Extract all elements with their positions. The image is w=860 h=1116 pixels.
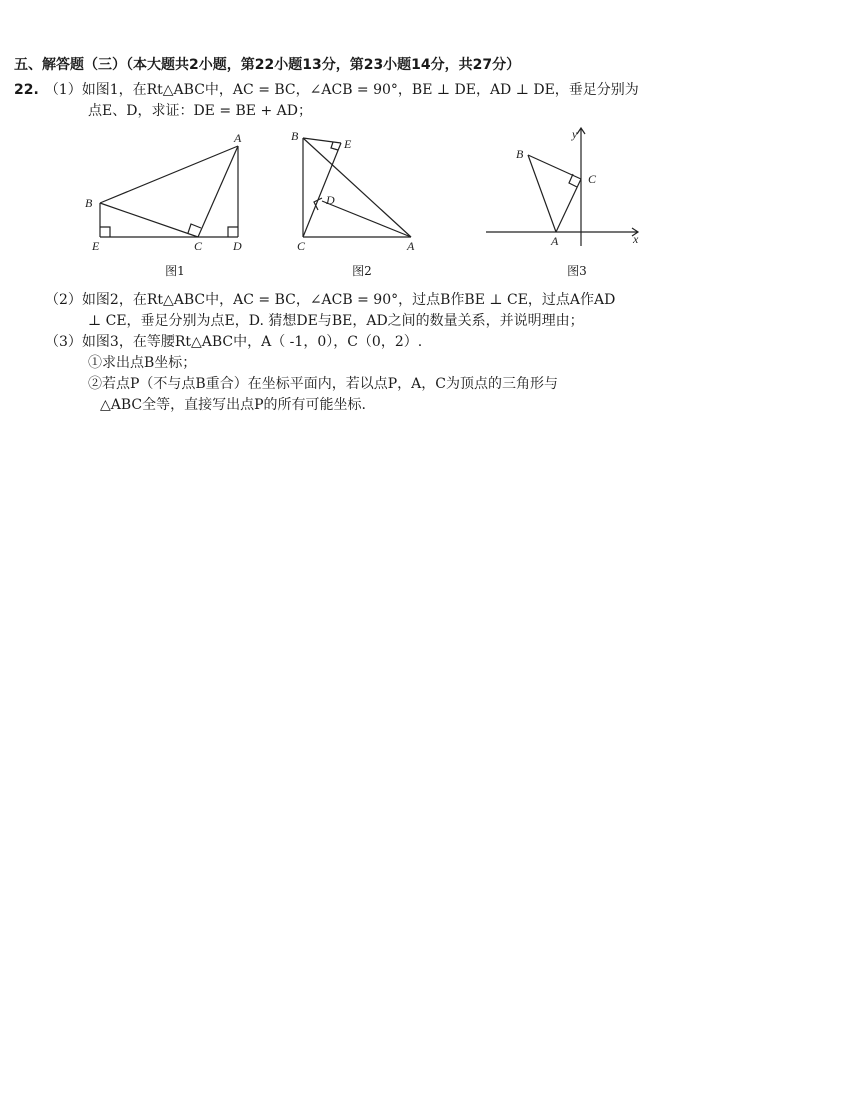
figure-1-caption: 图1 xyxy=(165,264,185,278)
part3-sub2-line1: ②若点P（不与点B重合）在坐标平面内，若以点P，A，C为顶点的三角形与 xyxy=(88,376,558,392)
fig1-line-bc xyxy=(100,203,198,237)
figure-3-diagram xyxy=(480,122,655,256)
figure-1-diagram xyxy=(80,128,250,256)
figure-2-caption: 图2 xyxy=(352,264,372,278)
figure-2-diagram xyxy=(285,128,425,256)
figure-3 xyxy=(480,122,655,256)
figure-1 xyxy=(80,128,250,256)
fig2-line-ad xyxy=(322,201,411,237)
fig2-label-a: A xyxy=(407,239,415,253)
fig1-label-d: D xyxy=(233,239,242,253)
question-22-line-1 xyxy=(14,80,639,100)
fig2-label-e: E xyxy=(344,137,352,151)
fig3-label-b: B xyxy=(516,147,524,161)
fig1-right-angle-e xyxy=(100,227,110,237)
fig2-label-d: D xyxy=(326,193,335,207)
fig3-line-ac xyxy=(556,179,581,232)
fig2-label-b: B xyxy=(291,129,299,143)
part3-sub2-line2: △ABC全等，直接写出点P的所有可能坐标. xyxy=(100,397,367,413)
fig1-right-angle-d xyxy=(228,227,238,237)
fig3-label-c: C xyxy=(588,172,597,186)
fig1-label-c: C xyxy=(194,239,203,253)
part1-text-line1: （1）如图1，在Rt△ABC中，AC = BC，∠ACB = 90°，BE ⊥ DE，AD ⊥ DE，垂足分别为 xyxy=(44,82,639,98)
fig1-label-a: A xyxy=(234,131,242,145)
fig3-line-ab xyxy=(528,155,556,232)
fig1-label-b: B xyxy=(85,196,93,210)
figure-2 xyxy=(285,128,425,256)
fig2-line-ab xyxy=(303,138,411,237)
part1-text-line2: 点E、D，求证：DE = BE + AD； xyxy=(88,103,312,119)
section-title: 五、解答题（三）（本大题共2小题，第22小题13分，第23小题14分，共27分） xyxy=(14,57,521,73)
fig2-line-be xyxy=(303,138,341,143)
part3-sub1: ①求出点B坐标； xyxy=(88,355,197,371)
fig3-label-y: y xyxy=(572,127,578,141)
part3-text-line1: （3）如图3，在等腰Rt△ABC中，A（ -1，0），C（0，2）. xyxy=(45,334,423,350)
fig2-label-c: C xyxy=(297,239,306,253)
fig1-right-angle-c xyxy=(188,224,201,233)
figure-3-caption: 图3 xyxy=(567,264,587,278)
question-number: 22. xyxy=(14,82,39,98)
part2-text-line2: ⊥ CE，垂足分别为点E，D. 猜想DE与BE，AD之间的数量关系，并说明理由； xyxy=(88,313,584,329)
fig2-right-angle-e xyxy=(331,142,338,150)
fig3-label-x: x xyxy=(633,232,639,246)
fig2-line-ce xyxy=(303,143,341,237)
fig3-label-a: A xyxy=(551,234,559,248)
part2-text-line1: （2）如图2，在Rt△ABC中，AC = BC，∠ACB = 90°，过点B作BE ⊥ CE，过点A作AD xyxy=(45,292,616,308)
fig1-label-e: E xyxy=(92,239,100,253)
